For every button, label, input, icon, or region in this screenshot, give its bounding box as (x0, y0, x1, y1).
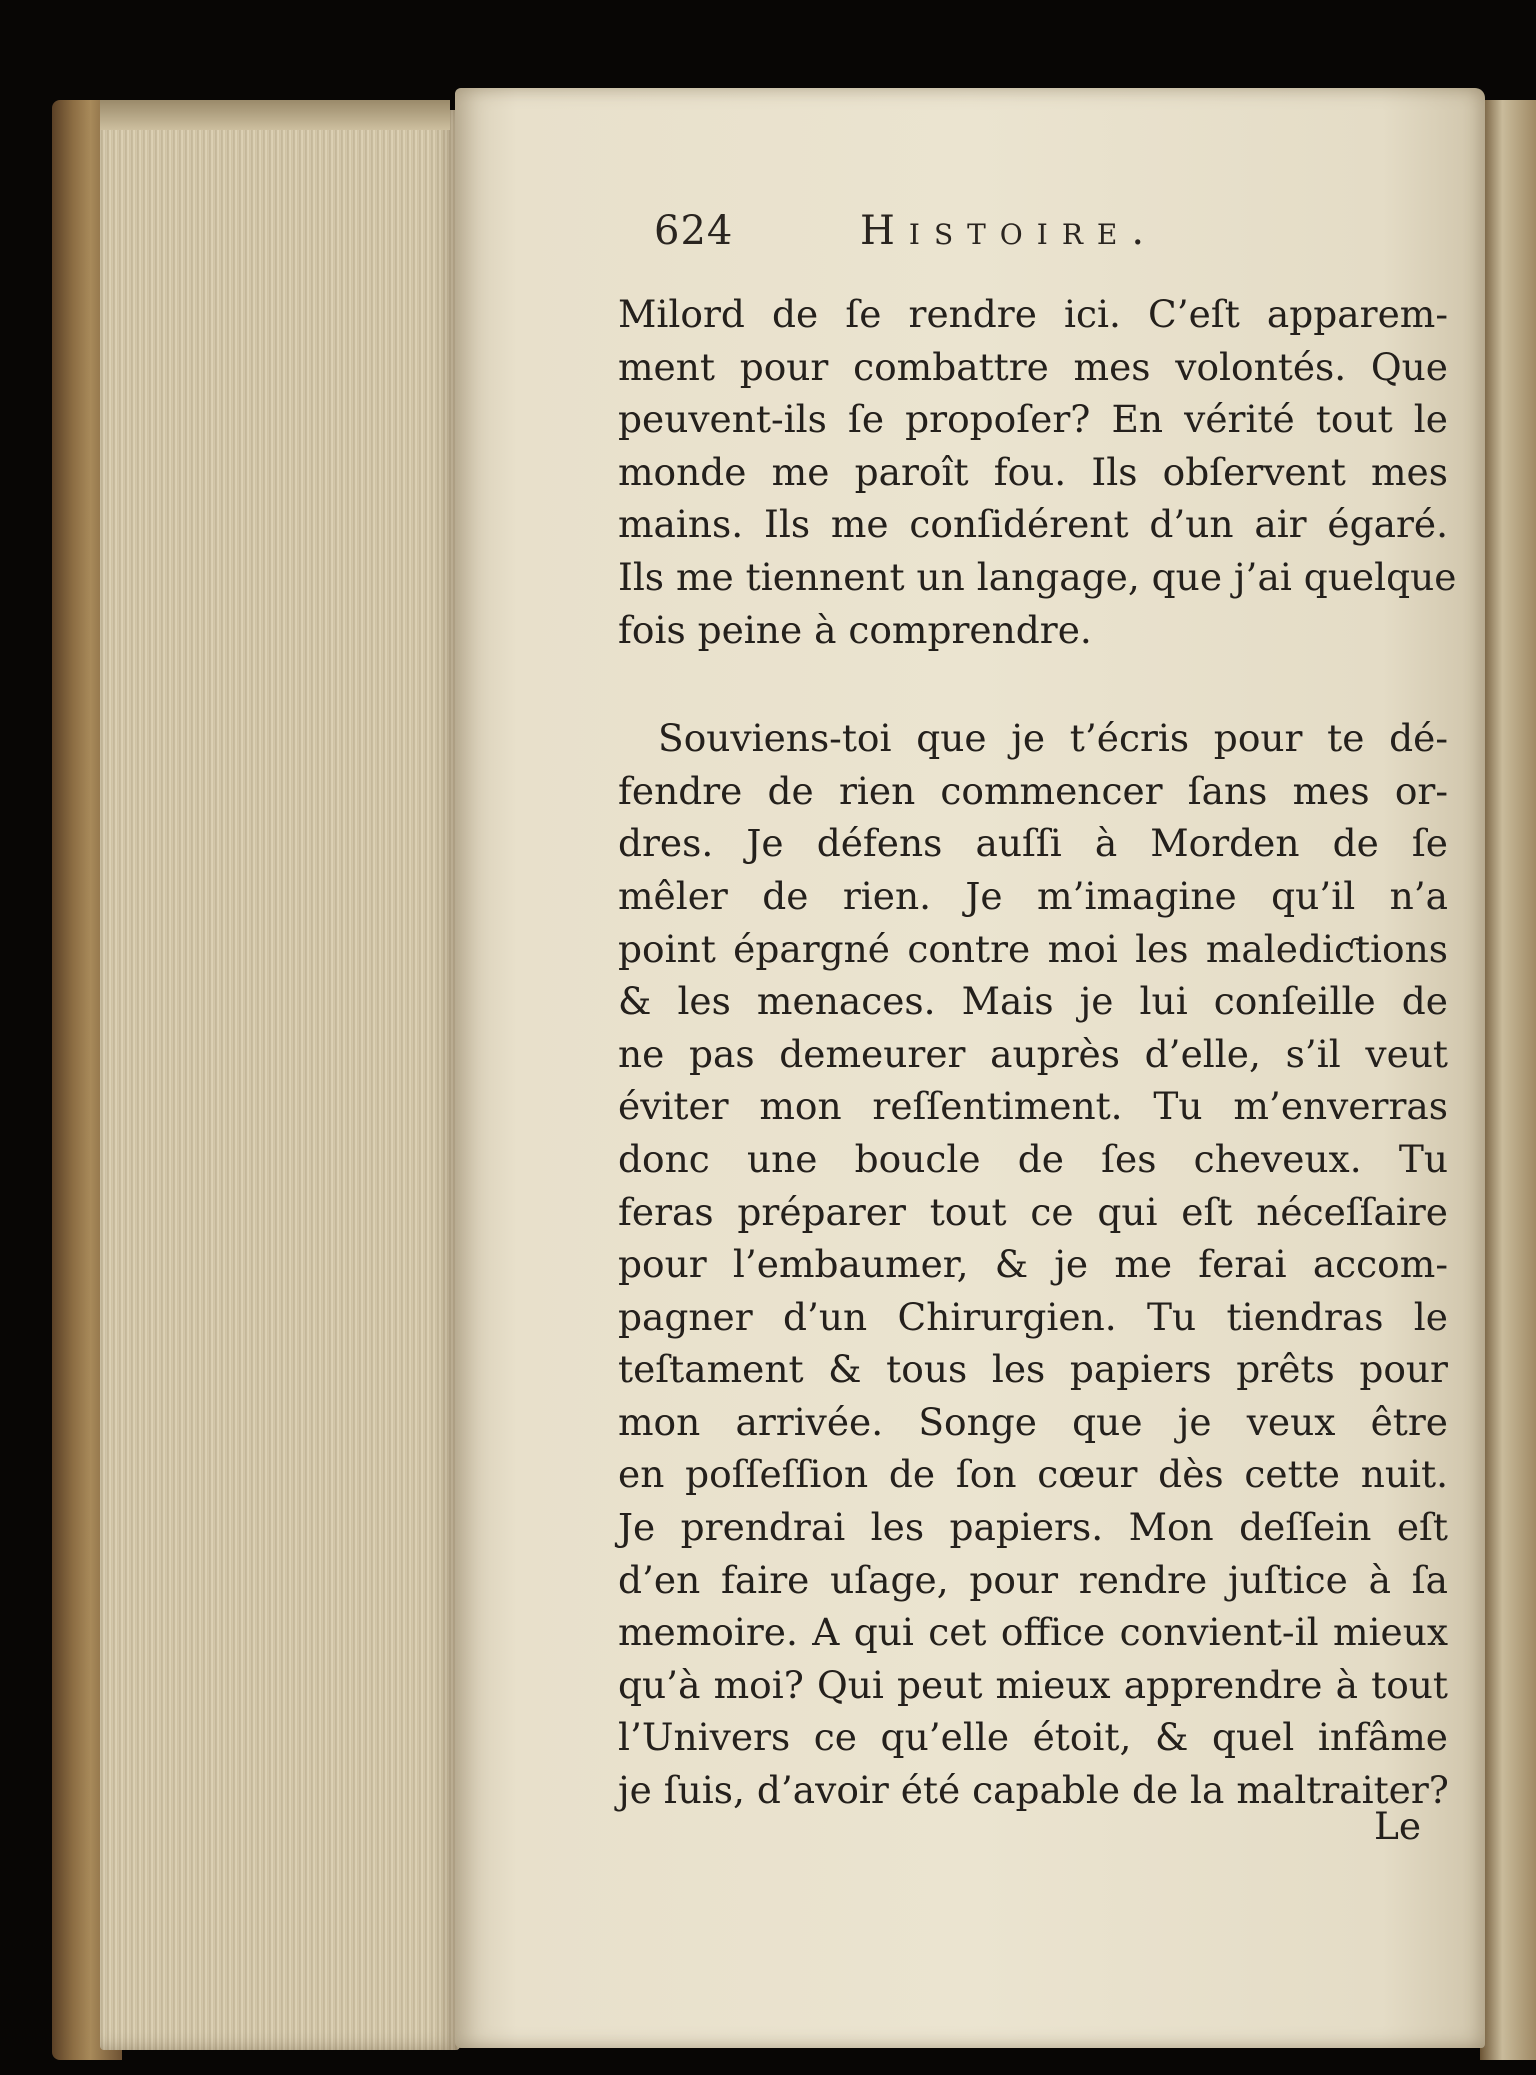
page-number: 624 (654, 208, 734, 254)
paragraph-gap (618, 656, 1448, 712)
catchword: Le (1374, 1804, 1422, 1848)
text-line: Ils me tiennent un langage, que j’ai quelque (618, 554, 1457, 599)
text-line: je ſuis, d’avoir été capable de la maltraiter? (618, 1768, 1449, 1813)
text-line: Je prendrai les papiers. Mon deſſein eſt (618, 1505, 1448, 1550)
running-head: Histoire. (860, 208, 1159, 254)
text-line: feras préparer tout ce qui eſt néceſſaire (618, 1189, 1448, 1234)
text-line: qu’à moi? Qui peut mieux apprendre à tout (618, 1662, 1448, 1707)
text-line: monde me paroît fou. Ils obſervent mes (618, 449, 1448, 494)
page-header (654, 208, 1294, 268)
text-line: l’Univers ce qu’elle étoit, & quel infâme (618, 1715, 1448, 1760)
text-line: Milord de ſe rendre ici. C’eſt apparem- (618, 292, 1448, 336)
text-line: & les menaces. Mais je lui conſeille de (618, 979, 1448, 1024)
text-line: éviter mon reſſentiment. Tu m’enverras (618, 1084, 1448, 1129)
page-block-top (100, 100, 450, 130)
text-line: Souviens-toi que je t’écris pour te dé- (658, 716, 1448, 761)
text-line: dres. Je défens auſſi à Morden de ſe (618, 821, 1448, 866)
text-line: teſtament & tous les papiers prêts pour (618, 1347, 1448, 1392)
text-line: mains. Ils me conſidérent d’un air égaré. (618, 502, 1448, 547)
text-line: mon arrivée. Songe que je veux être (618, 1399, 1448, 1444)
text-line: memoire. A qui cet office convient-il mieux (618, 1610, 1448, 1655)
text-line: ment pour combattre mes volontés. Que (618, 344, 1448, 389)
facing-page-edge (1480, 100, 1536, 2060)
body-text (618, 288, 1457, 1817)
text-line: en poſſeſſion de ſon cœur dès cette nuit. (618, 1452, 1448, 1497)
text-line: donc une boucle de ſes cheveux. Tu (618, 1136, 1448, 1181)
text-line: point épargné contre moi les malediƈtions (618, 926, 1448, 971)
text-line: d’en faire uſage, pour rendre juſtice à ſa (618, 1557, 1448, 1602)
text-line: ne pas demeurer auprès d’elle, s’il veut (618, 1031, 1448, 1076)
page-block-edges (100, 110, 460, 2050)
text-line: fois peine à comprendre. (618, 607, 1092, 652)
text-line: pagner d’un Chirurgien. Tu tiendras le (618, 1294, 1448, 1339)
text-line: mêler de rien. Je m’imagine qu’il n’a (618, 873, 1448, 918)
text-line: fendre de rien commencer ſans mes or- (618, 768, 1448, 813)
text-line: peuvent-ils ſe propoſer? En vérité tout le (618, 397, 1448, 442)
text-line: pour l’embaumer, & je me ferai accom- (618, 1242, 1448, 1287)
